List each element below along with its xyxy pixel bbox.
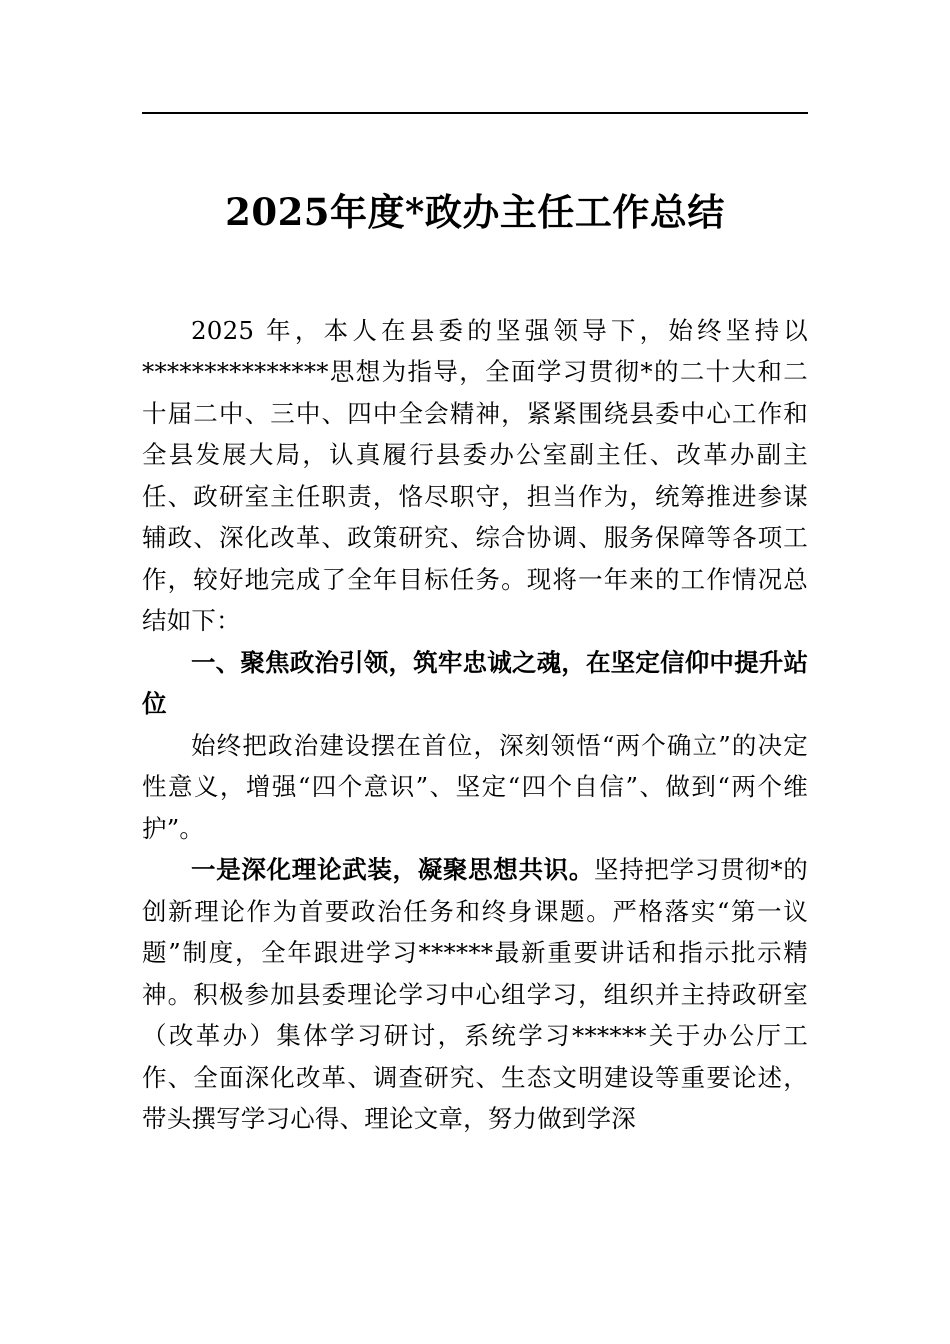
- document-body: [142, 310, 808, 1140]
- paragraph-lead-body: 坚持把学习贯彻*的创新理论作为首要政治任务和终身课题。严格落实“第一议题”制度，全年跟进学习******最新重要讲话和指示批示精神。积极参加县委理论学习中心组学习，组织并主持政研室（改革办）集体学习研讨，系统学习******关于办公厅工作、全面深化改革、调查研究、生态文明建设等重要论述，带头撰写学习心得、理论文章，努力做到学深: [142, 855, 808, 1134]
- document-content: [142, 140, 808, 1140]
- paragraph-theory-study: [142, 849, 808, 1140]
- paragraph-intro: 2025 年，本人在县委的坚强领导下，始终坚持以***************思想为指导，全面学习贯彻*的二十大和二十届二中、三中、四中全会精神，紧紧围绕县委中心工作和全县发展大局，认真履行县委办公室副主任、改革办副主任、政研室主任职责，恪尽职守，担当作为，统筹推进参谋辅政、深化改革、政策研究、综合协调、服务保障等各项工作，较好地完成了全年目标任务。现将一年来的工作情况总结如下：: [142, 315, 808, 636]
- section-heading-1: 一、聚焦政治引领，筑牢忠诚之魂，在坚定信仰中提升站位: [142, 647, 808, 719]
- page-title: 2025年度*政办主任工作总结: [225, 190, 725, 234]
- paragraph-lead-label: 一是深化理论武装，凝聚思想共识。: [191, 855, 595, 885]
- header-divider: [142, 112, 808, 114]
- paragraph-political-building: 始终把政治建设摆在首位，深刻领悟“两个确立”的决定性意义，增强“四个意识”、坚定“四个自信”、做到“两个维护”。: [142, 730, 808, 843]
